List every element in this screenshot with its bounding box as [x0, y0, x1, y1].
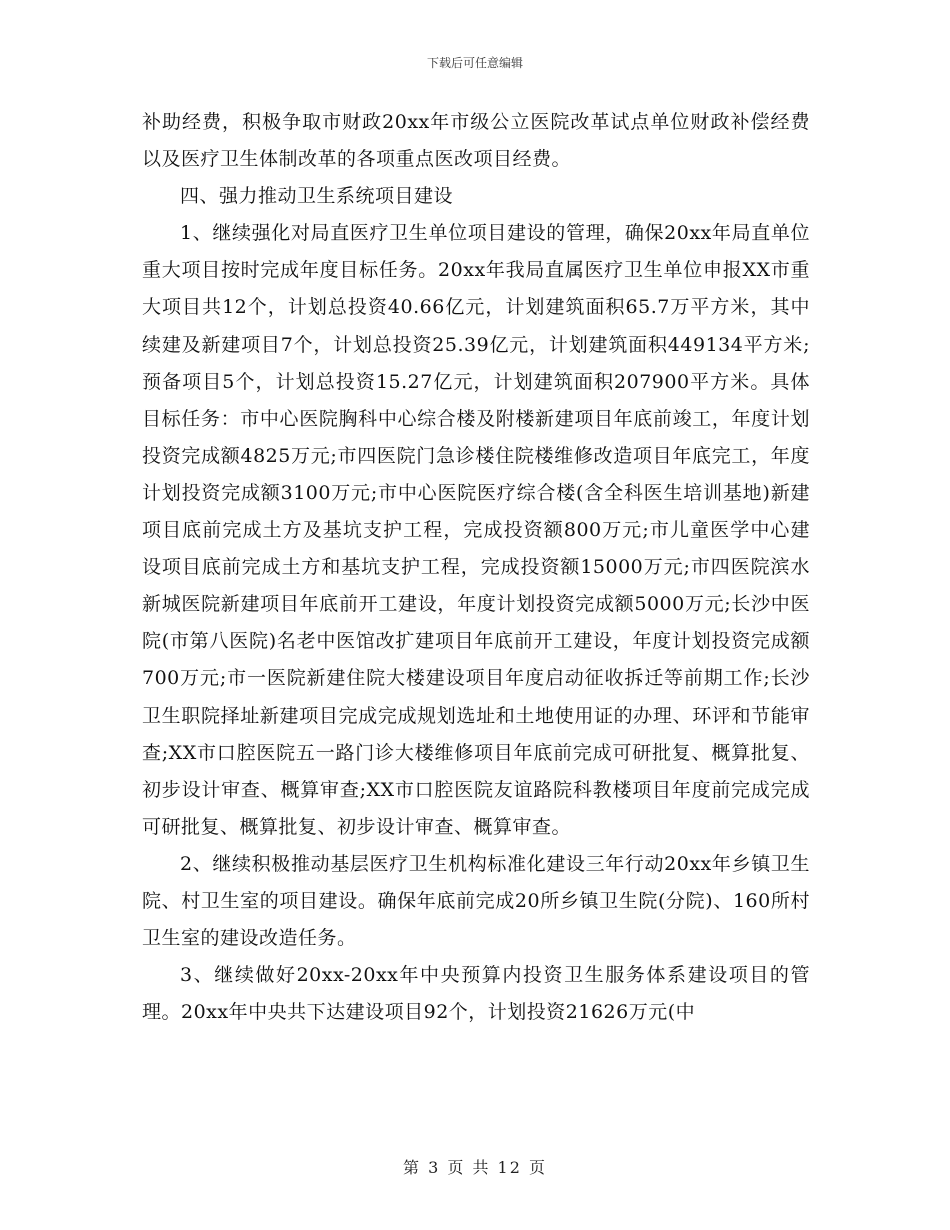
paragraph-item-3: 3、继续做好20xx-20xx年中央预算内投资卫生服务体系建设项目的管理。20xx年中央共下达建设项目92个，计划投资21626万元(中 — [142, 964, 810, 1024]
section-heading: 四、强力推动卫生系统项目建设 — [180, 185, 454, 208]
paragraph-continuation: 补助经费，积极争取市财政20xx年市级公立医院改革试点单位财政补偿经费以及医疗卫生体制改革的各项重点医改项目经费。 — [142, 111, 810, 171]
document-body — [142, 104, 810, 1031]
page-header: 下载后可任意编辑 — [426, 56, 523, 70]
page-footer: 第 3 页 共 12 页 — [403, 1158, 547, 1177]
paragraph-item-2: 2、继续积极推动基层医疗卫生机构标准化建设三年行动20xx年乡镇卫生院、村卫生室的项目建设。确保年底前完成20所乡镇卫生院(分院)、160所村卫生室的建设改造任务。 — [142, 852, 810, 950]
paragraph-item-1: 1、继续强化对局直医疗卫生单位项目建设的管理，确保20xx年局直单位重大项目按时完成年度目标任务。20xx年我局直属医疗卫生单位申报XX市重大项目共12个，计划总投资40.66亿元，计划建筑面积65.7万平方米，其中续建及新建项目7个，计划总投资25.39亿元，计划建筑面积449134平方米;预备项目5个，计划总投资15.27亿元，计划建筑面积207900平方米。具体目标任务：市中心医院胸科中心综合楼及附楼新建项目年底前竣工，年度计划投资完成额4825万元;市四医院门急诊楼住院楼维修改造项目年底完工，年度计划投资完成额3100万元;市中心医院医疗综合楼(含全科医生培训基地)新建项目底前完成土方及基坑支护工程，完成投资额800万元;市儿童医学中心建设项目底前完成土方和基坑支护工程，完成投资额15000万元;市四医院滨水新城医院新建项目年底前开工建设，年度计划投资完成额5000万元;长沙中医院(市第八医院)名老中医馆改扩建项目年底前开工建设，年度计划投资完成额700万元;市一医院新建住院大楼建设项目年度启动征收拆迁等前期工作;长沙卫生职院择址新建项目完成完成规划选址和土地使用证的办理、环评和节能审查;XX市口腔医院五一路门诊大楼维修项目年底前完成可研批复、概算批复、初步设计审查、概算审查;XX市口腔医院友谊路院科教楼项目年度前完成完成可研批复、概算批复、初步设计审查、概算审查。 — [142, 222, 810, 838]
